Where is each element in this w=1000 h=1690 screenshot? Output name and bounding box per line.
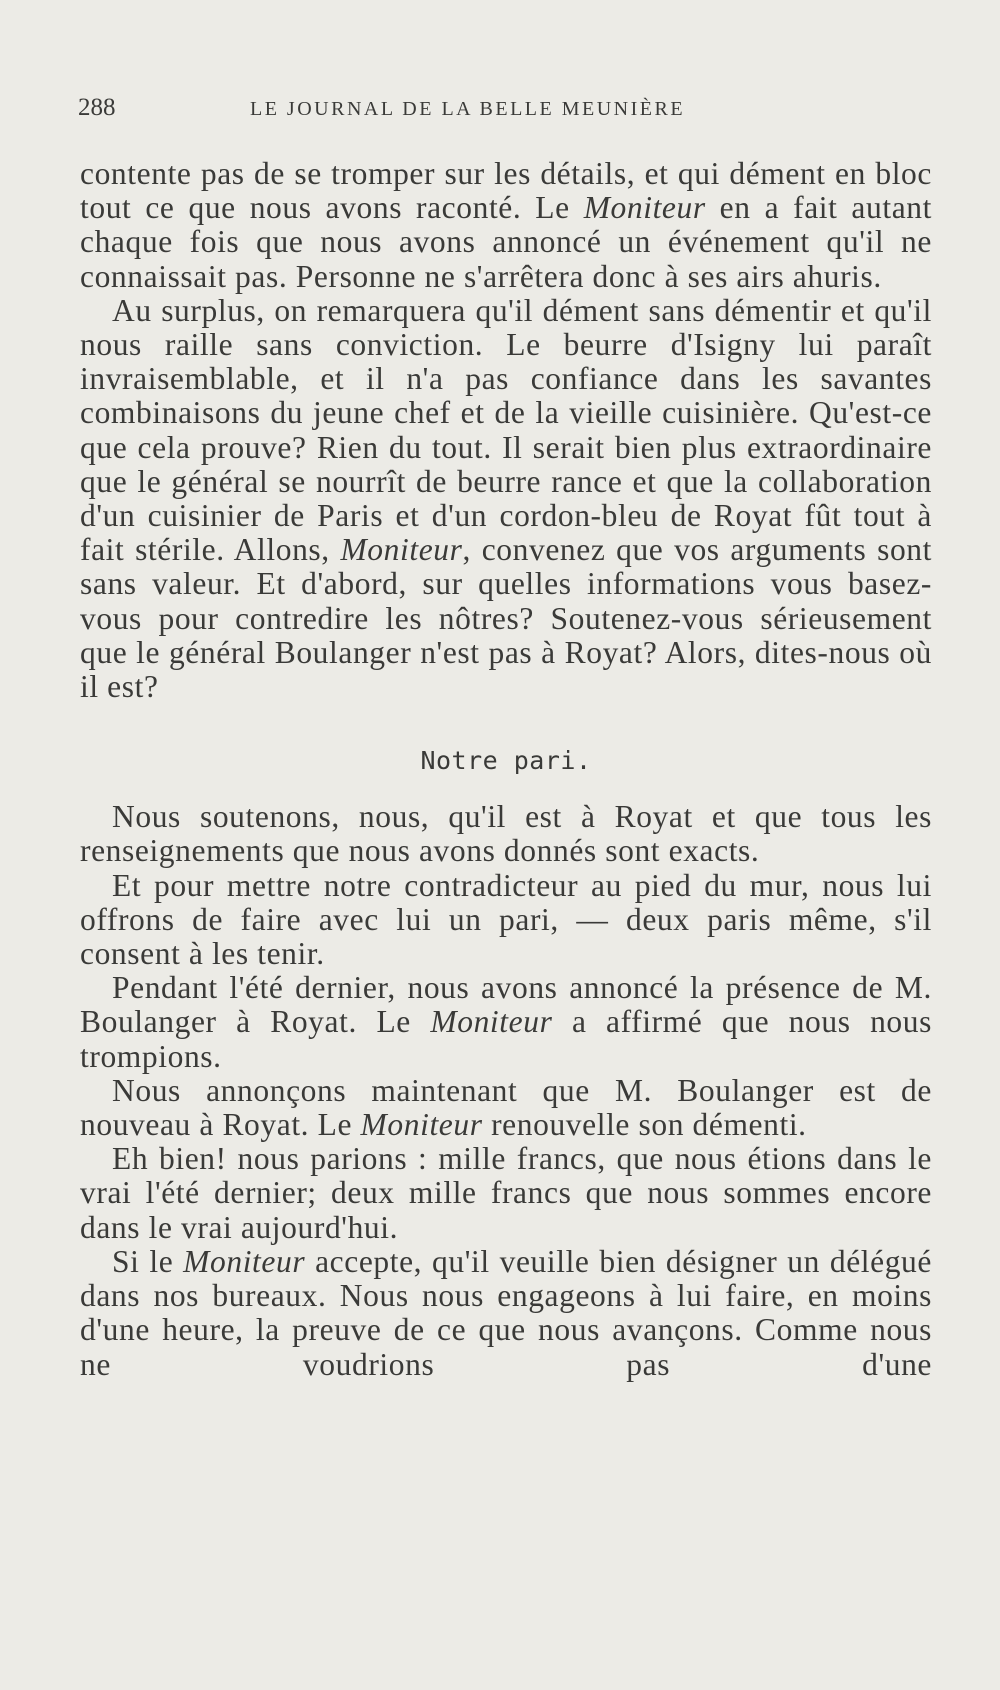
text-run: Pendant l'été dernier, nous avons annoncé la présence de M. Boulanger à Royat. Le — [80, 970, 932, 1040]
italic-title: Moniteur — [430, 1004, 553, 1040]
text-run: Et pour mettre notre contradicteur au pied du mur, nous lui offrons de faire avec lui un pari, — deux paris même, s'il consent à les tenir. — [80, 867, 932, 972]
paragraph — [80, 1074, 932, 1142]
page-number: 288 — [78, 94, 116, 121]
paragraph — [80, 971, 932, 1074]
running-header — [78, 94, 938, 122]
paragraph — [80, 294, 932, 704]
text-run: contente pas de se tromper sur les détails, et qui dément en bloc tout ce que nous avons raconté. Le — [80, 156, 932, 226]
text-run: Eh bien! nous parions : mille francs, que nous étions dans le vrai l'été dernier; deux mille francs que nous sommes encore dans le vrai aujourd'hui. — [80, 1141, 932, 1245]
text-run: accepte, qu'il veuille bien désigner un délégué dans nos bureaux. Nous nous engageons à lui faire, en moins d'une heure, la preuve de ce que nous avançons. Comme nous ne voudrions pas d'une — [80, 1243, 932, 1382]
text-run: , convenez que vos arguments sont sans valeur. Et d'abord, sur quelles informations vous basez-vous pour contredire les nôtres? Soutenez-vous sérieusement que le général Boulanger n'est pas à Royat? Alors, dites-nous où il est? — [80, 532, 932, 705]
text-run: Si le — [112, 1243, 184, 1279]
paragraph — [80, 157, 932, 294]
text-run: renouvelle son démenti. — [482, 1107, 807, 1143]
italic-title: Moniteur — [360, 1107, 483, 1143]
section-heading: Notre pari. — [420, 746, 592, 776]
text-run: Au surplus, on remarquera qu'il dément sans démentir et qu'il nous raille sans conviction. Le beurre d'Isigny lui paraît invraisemblable, et il n'a pas confiance dans les savantes combinaisons du jeune chef et de la vieille cuisinière. Qu'est-ce que cela prouve? Rien du tout. Il serait bien plus extraordinaire que le général se nourrît de beurre rance et que la collaboration d'un cuisinier de Paris et d'un cordon-bleu de Royat fût tout à fait stérile. Allons, — [80, 292, 932, 568]
italic-title: Moniteur — [583, 190, 706, 226]
italic-title: Moniteur — [183, 1243, 306, 1279]
text-run: en a fait autant chaque fois que nous avons annoncé un événement qu'il ne connaissait pas. Personne ne s'arrêtera donc à ses airs ahuris. — [80, 190, 932, 294]
text-run: a affirmé que nous nous trompions. — [80, 1004, 932, 1074]
text-run: Nous soutenons, nous, qu'il est à Royat et que tous les renseignements que nous avons donnés sont exacts. — [80, 799, 932, 869]
paragraph — [80, 869, 932, 972]
running-title: LE JOURNAL DE LA BELLE MEUNIÈRE — [250, 98, 686, 120]
text-run: Nous annonçons maintenant que M. Boulanger est de nouveau à Royat. Le — [80, 1072, 932, 1143]
page-body — [80, 157, 932, 1382]
paragraph — [80, 800, 932, 868]
paragraph — [80, 1245, 932, 1382]
paragraph — [80, 1142, 932, 1245]
italic-title: Moniteur — [340, 532, 463, 568]
